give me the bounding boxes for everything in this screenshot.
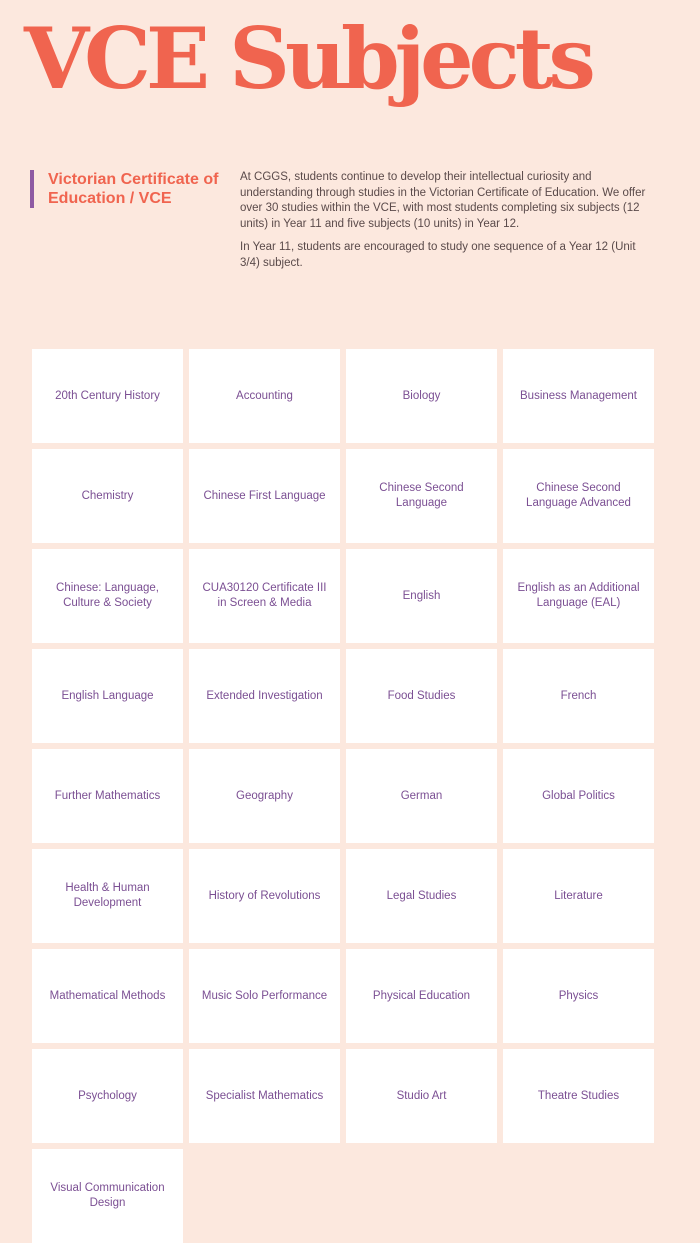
subject-name: Chinese: Language, Culture & Society xyxy=(56,582,159,609)
subject-name: Chemistry xyxy=(81,489,134,502)
subject-tile[interactable] xyxy=(503,349,654,443)
subject-tile[interactable] xyxy=(346,1049,497,1143)
subject-tile[interactable] xyxy=(32,1149,183,1243)
subject-tile[interactable] xyxy=(189,749,340,843)
subject-tile[interactable] xyxy=(32,849,183,943)
subject-name: Legal Studies xyxy=(386,889,457,902)
subject-tile[interactable] xyxy=(503,549,654,643)
subject-name: Studio Art xyxy=(396,1089,447,1102)
subject-tile[interactable] xyxy=(189,849,340,943)
subject-name: Business Management xyxy=(520,389,637,402)
subject-name: French xyxy=(560,689,597,702)
subject-tile[interactable] xyxy=(189,449,340,543)
subject-name: 20th Century History xyxy=(55,389,160,402)
subject-tile[interactable] xyxy=(189,549,340,643)
subject-name: English as an Additional Language (EAL) xyxy=(517,582,640,609)
subject-tile[interactable] xyxy=(32,649,183,743)
subject-name: Literature xyxy=(554,889,603,902)
subject-name: Chinese First Language xyxy=(203,489,326,502)
page-title: VCE Subjects xyxy=(24,9,591,108)
subject-name: Specialist Mathematics xyxy=(205,1089,324,1102)
subject-tile[interactable] xyxy=(503,949,654,1043)
subject-name: Theatre Studies xyxy=(537,1089,620,1102)
subject-name: Mathematical Methods xyxy=(49,989,166,1002)
subject-tile[interactable] xyxy=(346,349,497,443)
subject-tile[interactable] xyxy=(346,449,497,543)
subject-name: Extended Investigation xyxy=(206,689,323,702)
subject-tile[interactable] xyxy=(346,749,497,843)
intro-paragraph: At CGGS, students continue to develop their intellectual curiosity and understanding through studies in the Victorian Certificate of Education. We offer over 30 studies within the VCE, with most students completing six subjects (12 units) in Year 11 and five subjects (10 units) in Year 12. xyxy=(240,171,646,230)
subject-name: Physical Education xyxy=(372,989,471,1002)
subject-name: English xyxy=(402,589,441,602)
subject-tile[interactable] xyxy=(189,949,340,1043)
subject-name: CUA30120 Certificate III in Screen & Media xyxy=(202,582,327,609)
subject-tile[interactable] xyxy=(32,549,183,643)
subject-name: Accounting xyxy=(236,389,293,402)
subject-name: German xyxy=(400,789,443,802)
subject-name: Music Solo Performance xyxy=(201,989,328,1002)
subject-tile[interactable] xyxy=(346,649,497,743)
subject-name: Further Mathematics xyxy=(54,789,161,802)
subject-grid xyxy=(32,349,659,1243)
subject-tile[interactable] xyxy=(346,549,497,643)
intro-heading: Victorian Certificate of Education / VCE xyxy=(30,170,220,208)
intro-paragraph: In Year 11, students are encouraged to study one sequence of a Year 12 (Unit 3/4) subject. xyxy=(240,241,636,269)
subject-name: Visual Communication Design xyxy=(50,1182,165,1209)
subject-name: Geography xyxy=(236,789,293,802)
subject-tile[interactable] xyxy=(503,449,654,543)
subject-name: Physics xyxy=(558,989,599,1002)
subject-tile[interactable] xyxy=(32,949,183,1043)
intro-text xyxy=(240,170,650,279)
subject-name: Psychology xyxy=(78,1089,137,1102)
subject-tile[interactable] xyxy=(503,1049,654,1143)
subject-name: Chinese Second Language Advanced xyxy=(526,482,631,509)
subject-tile[interactable] xyxy=(189,349,340,443)
subject-tile[interactable] xyxy=(32,749,183,843)
subject-name: English Language xyxy=(61,689,154,702)
subject-name: Health & Human Development xyxy=(65,882,150,909)
subject-name: Food Studies xyxy=(387,689,456,702)
subject-tile[interactable] xyxy=(346,949,497,1043)
subject-name: History of Revolutions xyxy=(208,889,321,902)
subject-name: Biology xyxy=(402,389,441,402)
subject-tile[interactable] xyxy=(189,1049,340,1143)
subject-name: Chinese Second Language xyxy=(379,482,464,509)
subject-tile[interactable] xyxy=(503,649,654,743)
subject-tile[interactable] xyxy=(32,1049,183,1143)
subject-tile[interactable] xyxy=(503,749,654,843)
subject-tile[interactable] xyxy=(189,649,340,743)
subject-tile[interactable] xyxy=(32,449,183,543)
subject-tile[interactable] xyxy=(346,849,497,943)
subject-tile[interactable] xyxy=(32,349,183,443)
subject-tile[interactable] xyxy=(503,849,654,943)
subject-name: Global Politics xyxy=(542,789,615,802)
